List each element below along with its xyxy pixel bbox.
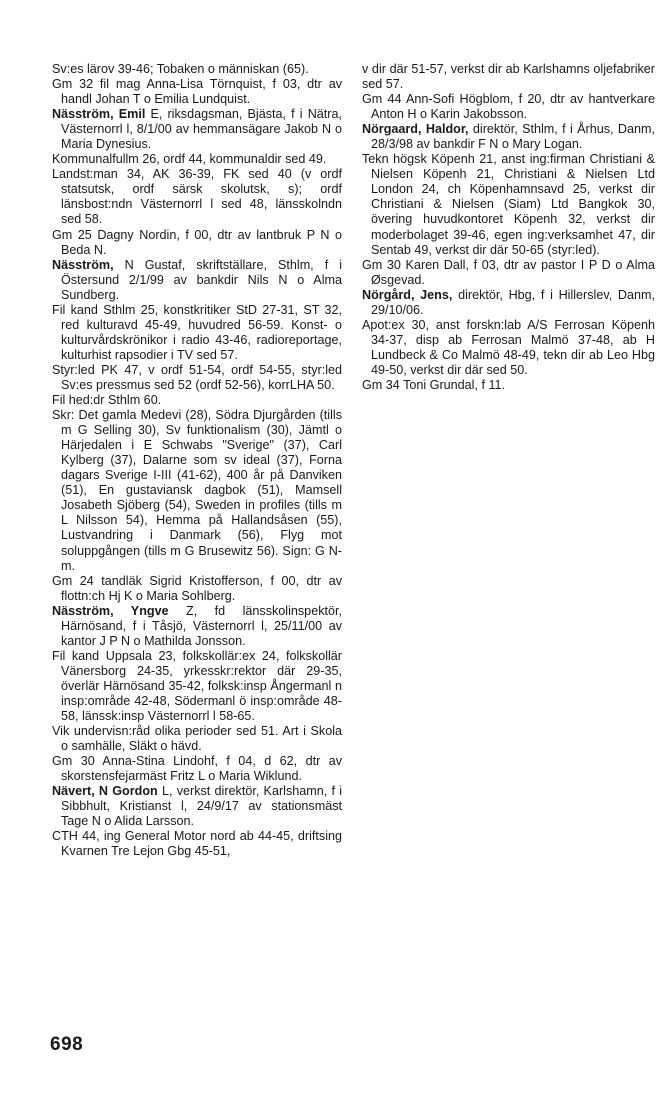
entry-paragraph: Gm 44 Ann-Sofi Högblom, f 20, dtr av hantverkare Anton H o Karin Jakobsson. bbox=[362, 92, 655, 122]
entry-name: Nävert, N Gordon bbox=[52, 784, 158, 799]
biography-entry bbox=[362, 288, 655, 318]
entry-paragraph: Fil kand Uppsala 23, folkskollär:ex 24, folkskollär Vänersborg 24-35, yrkesskr:rektor där 29-35, överlär Härnösand 35-42, folksk:insp Ångermanl n insp:område 42-48, Södermanl ö insp:område 48-58, länssk:insp Västernorrl l 58-65. bbox=[52, 648, 342, 724]
entry-paragraph: Gm 34 Toni Grundal, f 11. bbox=[362, 377, 506, 392]
entry-name: Näsström, Yngve bbox=[52, 603, 169, 618]
entry-text: N Gustaf, skriftställare, Sthlm, f i Östersund 2/1/99 av bankdir Nils N o Alma Sundberg. bbox=[61, 257, 342, 302]
biography-entry bbox=[52, 784, 342, 829]
entry-paragraph: Gm 30 Karen Dall, f 03, dtr av pastor I P D o Alma Øsgevad. bbox=[362, 257, 655, 287]
entry-paragraph: Apot:ex 30, anst forskn:lab A/S Ferrosan Köpenh 34-37, disp ab Ferrosan Malmö 37-48, ab H Lundbeck & Co Malmö 48-49, tekn dir ab Leo Hbg 49-50, verkst dir där sed 50. bbox=[362, 317, 655, 377]
continued-paragraph: v dir där 51-57, verkst dir ab Karlshamns oljefabriker sed 57. bbox=[362, 62, 655, 92]
entry-text: Z, fd länsskolinspektör, Härnösand, f i Tåsjö, Västernorrl l, 25/11/00 av kantor J P N o Mathilda Jonsson. bbox=[61, 603, 342, 648]
right-column bbox=[362, 62, 655, 393]
entry-name: Näsström, Emil bbox=[52, 107, 146, 122]
entry-paragraph: Gm 24 tandläk Sigrid Kristofferson, f 00, dtr av flottn:ch Hj K o Maria Sohlberg. bbox=[52, 573, 342, 603]
entry-name: Nörgård, Jens, bbox=[362, 287, 453, 302]
entry-paragraph: Tekn högsk Köpenh 21, anst ing:firman Christiani & Nielsen Köpenh 21, Christiani & Nielsen Ltd London 24, ch Köpenhamnsavd 25, verkst dir Christiani & Nielsen (Siam) Ltd Bangkok 30, övering huvudkontoret Köpenh 32, verkst dir moderbolaget 39-46, egen ing:verksamhet 47, dir Sentab 49, verkst dir där 50-65 (styr:led). bbox=[362, 152, 655, 257]
entry-paragraph: Skr: Det gamla Medevi (28), Södra Djurgården (tills m G Selling 30), Sv funktionalism (30), Jämtl o Härjedalen i E Schwabs "Sverige" (37), Carl Kylberg (37), Dalarne som sv ideal (37), Forna dagars Sverige I-III (41-62), 400 år på Danviken (51), En gustaviansk dagbok (51), Mamsell Josabeth Sjöberg (54), Sweden in profiles (tills m L Nilsson 54), Hemma på Hallandsåsen (55), Lustvandring i Danmark (56), Flyg mot soluppgången (tills m G Brusewitz 56). Sign: G N-m. bbox=[52, 408, 342, 573]
biography-entry bbox=[52, 258, 342, 303]
entry-paragraph: Gm 25 Dagny Nordin, f 00, dtr av lantbruk P N o Beda N. bbox=[52, 227, 342, 257]
biography-entry bbox=[52, 604, 342, 649]
entry-paragraph: Sv:es lärov 39-46; Tobaken o människan (65). bbox=[52, 62, 309, 76]
entry-paragraph: Gm 30 Anna-Stina Lindohf, f 04, d 62, dtr av skorstensfejarmäst Fritz L o Maria Wiklund. bbox=[52, 754, 342, 784]
biography-entry bbox=[52, 107, 342, 152]
page-number: 698 bbox=[50, 1034, 84, 1055]
entry-paragraph: Kommunalfullm 26, ordf 44, kommunaldir sed 49. bbox=[52, 152, 327, 167]
entry-text: direktör, Hbg, f i Hillerslev, Danm, 29/10/06. bbox=[371, 287, 655, 317]
entry-paragraph: Fil kand Sthlm 25, konstkritiker StD 27-31, ST 32, red kulturavd 45-49, huvudred 56-59. Konst- o kulturvårdskrönikor i radio 43-46, radioreportage, kulturhist rapsodier i TV sed 57. bbox=[52, 302, 342, 362]
entry-paragraph: CTH 44, ing General Motor nord ab 44-45, driftsing Kvarnen Tre Lejon Gbg 45-51, bbox=[52, 829, 342, 859]
entry-paragraph: Gm 32 fil mag Anna-Lisa Törnquist, f 03, dtr av handl Johan T o Emilia Lundquist. bbox=[52, 77, 342, 107]
entry-text: E, riksdagsman, Bjästa, f i Nätra, Västernorrl l, 8/1/00 av hemmansägare Jakob N o Maria Dynesius. bbox=[61, 107, 342, 152]
entry-paragraph: Fil hed:dr Sthlm 60. bbox=[52, 393, 162, 408]
entry-paragraph: Styr:led PK 47, v ordf 51-54, ordf 54-55, styr:led Sv:es pressmus sed 52 (ordf 52-56), korrLHA 50. bbox=[52, 362, 342, 392]
entry-name: Nörgaard, Haldor, bbox=[362, 122, 469, 137]
entry-paragraph: Landst:man 34, AK 36-39, FK sed 40 (v ordf statsutsk, ordf särsk skolutsk, s); ordf länsbost:ndn Västernorrl l sed 48, länsskolndn sed 58. bbox=[52, 167, 342, 227]
entry-name: Näsström, bbox=[52, 257, 114, 272]
entry-text: L, verkst direktör, Karlshamn, f i Sibbhult, Kristianst l, 24/9/17 av stationsmäst Tage N o Alida Larsson. bbox=[61, 784, 343, 829]
entry-paragraph: Vik undervisn:råd olika perioder sed 51. Art i Skola o samhälle, Släkt o hävd. bbox=[52, 724, 342, 754]
entry-text: direktör, Sthlm, f i Århus, Danm, 28/3/98 av bankdir F N o Mary Logan. bbox=[371, 122, 655, 152]
left-column bbox=[52, 62, 342, 859]
biography-entry bbox=[362, 122, 655, 152]
